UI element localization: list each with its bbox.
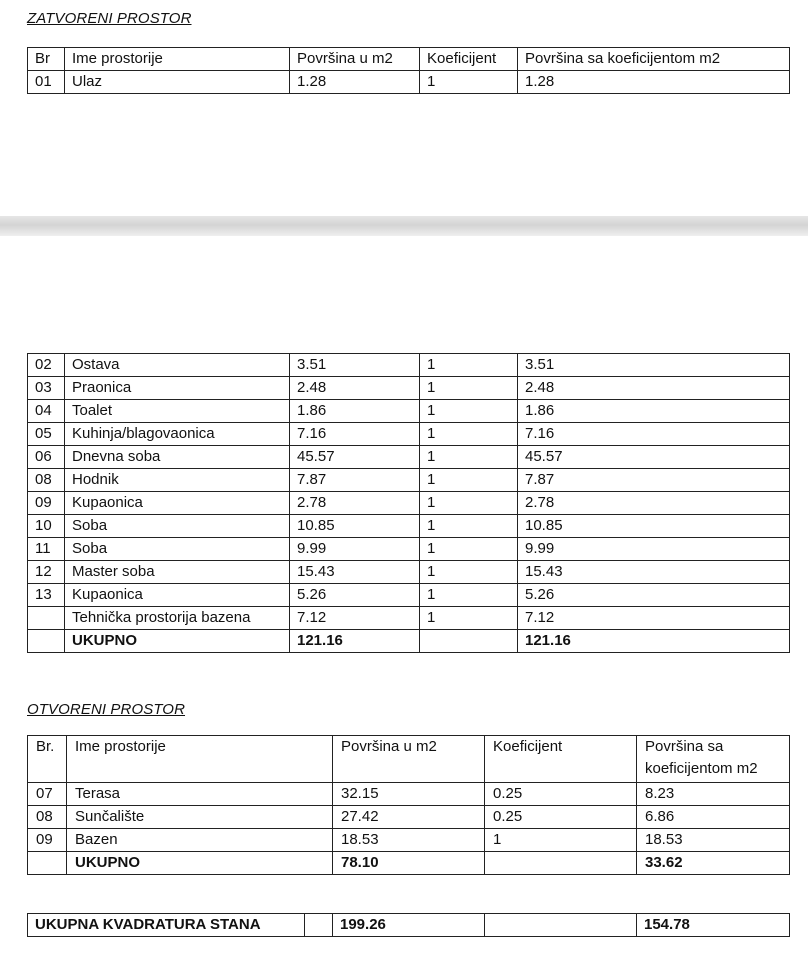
- table-row: [28, 806, 790, 829]
- room-name-cell: Soba: [65, 515, 290, 538]
- closed-space-table-top: [27, 47, 790, 94]
- page-break-separator: [0, 216, 808, 236]
- table-row: [28, 584, 790, 607]
- room-name-cell: Sunčalište: [67, 806, 333, 829]
- table-row: [28, 607, 790, 630]
- room-name-cell: Master soba: [65, 561, 290, 584]
- area-cell: 15.43: [290, 561, 420, 584]
- coefficient-cell: 0.25: [485, 806, 637, 829]
- weighted-area-cell: 18.53: [637, 829, 790, 852]
- table-row: [28, 71, 790, 94]
- number-cell: [28, 852, 67, 875]
- total-row: [28, 852, 790, 875]
- area-cell: 78.10: [333, 852, 485, 875]
- number-cell: 13: [28, 584, 65, 607]
- closed-space-heading: ZATVORENI PROSTOR: [27, 10, 192, 27]
- area-cell: 5.26: [290, 584, 420, 607]
- weighted-area-cell: Površina sa koeficijentom m2: [518, 48, 790, 71]
- area-cell: 7.12: [290, 607, 420, 630]
- coefficient-cell: 1: [420, 515, 518, 538]
- table-row: [28, 354, 790, 377]
- weighted-area-cell: 9.99: [518, 538, 790, 561]
- coefficient-cell: [420, 630, 518, 653]
- number-cell: Br.: [28, 736, 67, 783]
- weighted-area-cell: 10.85: [518, 515, 790, 538]
- weighted-area-cell: 8.23: [637, 783, 790, 806]
- grand-total-table: [27, 913, 790, 937]
- table-row: [28, 561, 790, 584]
- number-cell: [28, 630, 65, 653]
- number-cell: 01: [28, 71, 65, 94]
- coefficient-cell: 1: [420, 423, 518, 446]
- area-cell: 9.99: [290, 538, 420, 561]
- area-cell: 7.87: [290, 469, 420, 492]
- weighted-area-cell: 121.16: [518, 630, 790, 653]
- open-space-table: [27, 735, 790, 875]
- grand-total-row: [28, 914, 790, 937]
- weighted-area-cell: 33.62: [637, 852, 790, 875]
- area-cell: 1.86: [290, 400, 420, 423]
- room-name-cell: UKUPNO: [67, 852, 333, 875]
- coefficient-cell: 1: [420, 400, 518, 423]
- coefficient-cell: Koeficijent: [420, 48, 518, 71]
- room-name-cell: Kuhinja/blagovaonica: [65, 423, 290, 446]
- weighted-area-cell: 6.86: [637, 806, 790, 829]
- open-space-heading: OTVORENI PROSTOR: [27, 701, 186, 718]
- coefficient-cell: 1: [420, 377, 518, 400]
- area-cell: Površina u m2: [333, 736, 485, 783]
- number-cell: 04: [28, 400, 65, 423]
- empty-coefficient-cell: [485, 914, 637, 937]
- area-cell: 7.16: [290, 423, 420, 446]
- coefficient-cell: 1: [485, 829, 637, 852]
- weighted-area-cell: 45.57: [518, 446, 790, 469]
- number-cell: 09: [28, 829, 67, 852]
- number-cell: 08: [28, 806, 67, 829]
- coefficient-cell: 1: [420, 354, 518, 377]
- number-cell: 08: [28, 469, 65, 492]
- coefficient-cell: 1: [420, 561, 518, 584]
- room-name-cell: Tehnička prostorija bazena: [65, 607, 290, 630]
- weighted-area-cell: 7.87: [518, 469, 790, 492]
- grand-total-label: UKUPNA KVADRATURA STANA: [28, 914, 305, 937]
- table-header-row: [28, 736, 790, 783]
- coefficient-cell: 1: [420, 492, 518, 515]
- total-row: [28, 630, 790, 653]
- weighted-area-cell: 2.78: [518, 492, 790, 515]
- area-cell: 2.48: [290, 377, 420, 400]
- coefficient-cell: 1: [420, 469, 518, 492]
- total-area-cell: 199.26: [333, 914, 485, 937]
- area-cell: 18.53: [333, 829, 485, 852]
- coefficient-cell: Koeficijent: [485, 736, 637, 783]
- table-row: [28, 783, 790, 806]
- closed-space-table: [27, 353, 790, 653]
- weighted-area-cell: 1.28: [518, 71, 790, 94]
- area-cell: 32.15: [333, 783, 485, 806]
- weighted-area-cell: 15.43: [518, 561, 790, 584]
- area-cell: 27.42: [333, 806, 485, 829]
- area-cell: Površina u m2: [290, 48, 420, 71]
- room-name-cell: Dnevna soba: [65, 446, 290, 469]
- table-row: [28, 400, 790, 423]
- number-cell: Br: [28, 48, 65, 71]
- coefficient-cell: 0.25: [485, 783, 637, 806]
- number-cell: 03: [28, 377, 65, 400]
- number-cell: 02: [28, 354, 65, 377]
- room-name-cell: Ime prostorije: [67, 736, 333, 783]
- table-row: [28, 829, 790, 852]
- area-cell: 45.57: [290, 446, 420, 469]
- room-name-cell: Bazen: [67, 829, 333, 852]
- table-row: [28, 446, 790, 469]
- empty-cell: [305, 914, 333, 937]
- room-name-cell: Praonica: [65, 377, 290, 400]
- table-row: [28, 538, 790, 561]
- number-cell: 12: [28, 561, 65, 584]
- table-row: [28, 469, 790, 492]
- number-cell: [28, 607, 65, 630]
- room-name-cell: UKUPNO: [65, 630, 290, 653]
- weighted-area-cell: 3.51: [518, 354, 790, 377]
- coefficient-cell: [485, 852, 637, 875]
- table-row: [28, 492, 790, 515]
- area-cell: 2.78: [290, 492, 420, 515]
- weighted-area-cell: 1.86: [518, 400, 790, 423]
- room-name-cell: Terasa: [67, 783, 333, 806]
- coefficient-cell: 1: [420, 584, 518, 607]
- table-row: [28, 515, 790, 538]
- number-cell: 11: [28, 538, 65, 561]
- coefficient-cell: 1: [420, 446, 518, 469]
- room-name-cell: Hodnik: [65, 469, 290, 492]
- total-weighted-area-cell: 154.78: [637, 914, 790, 937]
- area-cell: 1.28: [290, 71, 420, 94]
- number-cell: 09: [28, 492, 65, 515]
- area-cell: 3.51: [290, 354, 420, 377]
- weighted-area-cell: 7.16: [518, 423, 790, 446]
- coefficient-cell: 1: [420, 538, 518, 561]
- table-row: [28, 423, 790, 446]
- weighted-area-cell: 7.12: [518, 607, 790, 630]
- weighted-area-cell: 5.26: [518, 584, 790, 607]
- room-name-cell: Toalet: [65, 400, 290, 423]
- room-name-cell: Kupaonica: [65, 492, 290, 515]
- weighted-area-cell: Površina sa koeficijentom m2: [637, 736, 790, 783]
- weighted-area-cell: 2.48: [518, 377, 790, 400]
- number-cell: 10: [28, 515, 65, 538]
- number-cell: 06: [28, 446, 65, 469]
- area-cell: 10.85: [290, 515, 420, 538]
- table-header-row: [28, 48, 790, 71]
- room-name-cell: Ulaz: [65, 71, 290, 94]
- room-name-cell: Soba: [65, 538, 290, 561]
- number-cell: 07: [28, 783, 67, 806]
- table-row: [28, 377, 790, 400]
- room-name-cell: Kupaonica: [65, 584, 290, 607]
- area-cell: 121.16: [290, 630, 420, 653]
- room-name-cell: Ostava: [65, 354, 290, 377]
- number-cell: 05: [28, 423, 65, 446]
- coefficient-cell: 1: [420, 607, 518, 630]
- coefficient-cell: 1: [420, 71, 518, 94]
- room-name-cell: Ime prostorije: [65, 48, 290, 71]
